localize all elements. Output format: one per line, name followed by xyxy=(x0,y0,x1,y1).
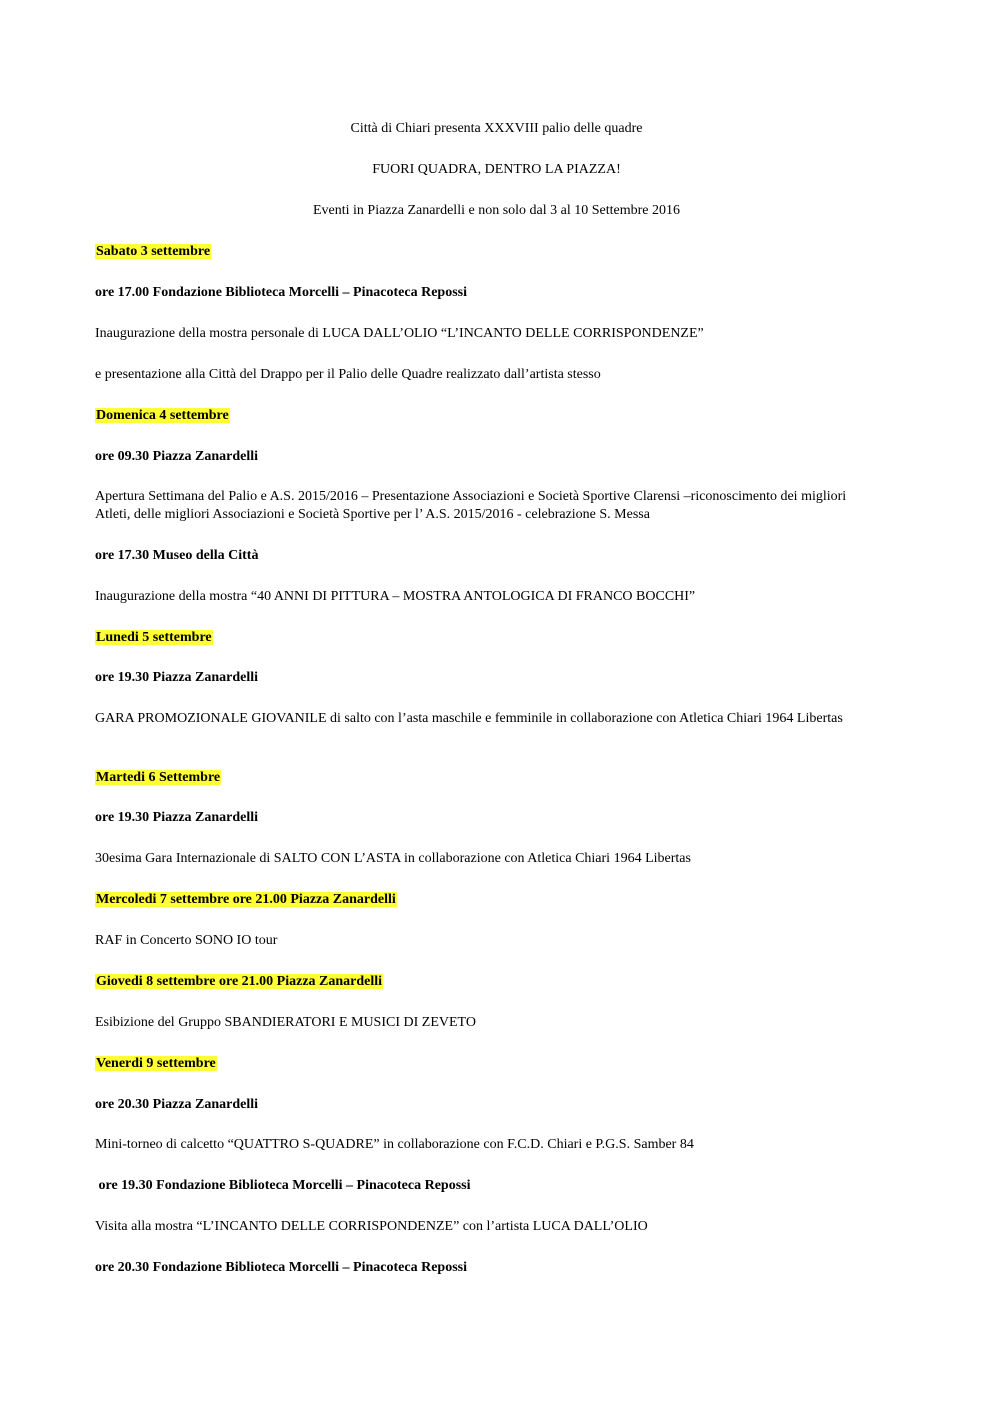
day-heading-sabato xyxy=(95,243,865,261)
event-time-sabato-1: ore 17.00 Fondazione Biblioteca Morcelli – Pinacoteca Repossi xyxy=(95,285,467,300)
day-heading-martedi xyxy=(95,769,865,787)
day-heading-martedi-text: Martedi 6 Settembre xyxy=(96,770,221,785)
document-intro: Eventi in Piazza Zanardelli e non solo dal 3 al 10 Settembre 2016 xyxy=(312,203,680,218)
event-desc-venerdi-2: Visita alla mostra “L’INCANTO DELLE CORRISPONDENZE” con l’artista LUCA DALL’OLIO xyxy=(95,1219,648,1234)
event-time-venerdi-3: ore 20.30 Fondazione Biblioteca Morcelli – Pinacoteca Repossi xyxy=(95,1260,467,1275)
event-desc-martedi-1: 30esima Gara Internazionale di SALTO CON L’ASTA in collaborazione con Atletica Chiari 1964 Libertas xyxy=(95,851,691,866)
day-heading-giovedi xyxy=(95,973,865,991)
day-heading-mercoledi xyxy=(95,891,865,909)
event-time-venerdi-2: ore 19.30 Fondazione Biblioteca Morcelli – Pinacoteca Repossi xyxy=(95,1178,471,1193)
day-heading-venerdi xyxy=(95,1055,865,1073)
event-time-domenica-1: ore 09.30 Piazza Zanardelli xyxy=(95,449,259,464)
event-desc-mercoledi-1: RAF in Concerto SONO IO tour xyxy=(95,933,278,948)
event-desc-giovedi-1: Esibizione del Gruppo SBANDIERATORI E MUSICI DI ZEVETO xyxy=(95,1015,476,1030)
day-heading-lunedi-text: Lunedi 5 settembre xyxy=(96,630,212,645)
day-heading-mercoledi-text: Mercoledi 7 settembre ore 21.00 Piazza Zanardelli xyxy=(96,892,396,907)
event-desc-lunedi-1: GARA PROMOZIONALE GIOVANILE di salto con l’asta maschile e femminile in collaborazione con Atletica Chiari 1964 Libertas xyxy=(95,711,843,726)
event-time-martedi-1: ore 19.30 Piazza Zanardelli xyxy=(95,810,259,825)
day-heading-lunedi xyxy=(95,629,865,647)
event-time-lunedi-1: ore 19.30 Piazza Zanardelli xyxy=(95,670,259,685)
document-subtitle: FUORI QUADRA, DENTRO LA PIAZZA! xyxy=(372,162,621,177)
event-desc-venerdi-1: Mini-torneo di calcetto “QUATTRO S-QUADRE” in collaborazione con F.C.D. Chiari e P.G.S. Samber 84 xyxy=(95,1137,694,1152)
day-heading-venerdi-text: Venerdi 9 settembre xyxy=(96,1056,216,1071)
day-heading-domenica xyxy=(95,407,865,425)
document-title: Città di Chiari presenta XXXVIII palio delle quadre xyxy=(350,121,643,136)
event-desc-sabato-1b: e presentazione alla Città del Drappo per il Palio delle Quadre realizzato dall’artista stesso xyxy=(95,367,601,382)
event-desc-domenica-1: Apertura Settimana del Palio e A.S. 2015/2016 – Presentazione Associazioni e Società Sportive Clarensi –riconoscimento dei migliori Atleti, delle migliori Associazioni e Società Sportive per l’ A.S. 2015/2016 - celebrazione S. Messa xyxy=(95,489,847,522)
event-desc-domenica-2: Inaugurazione della mostra “40 ANNI DI PITTURA – MOSTRA ANTOLOGICA DI FRANCO BOCCHI” xyxy=(95,589,696,604)
day-heading-domenica-text: Domenica 4 settembre xyxy=(96,408,229,423)
event-time-domenica-2: ore 17.30 Museo della Città xyxy=(95,548,259,563)
event-desc-sabato-1a: Inaugurazione della mostra personale di LUCA DALL’OLIO “L’INCANTO DELLE CORRISPONDENZE” xyxy=(95,326,704,341)
event-time-venerdi-1: ore 20.30 Piazza Zanardelli xyxy=(95,1097,259,1112)
day-heading-giovedi-text: Giovedi 8 settembre ore 21.00 Piazza Zanardelli xyxy=(96,974,383,989)
day-heading-sabato-text: Sabato 3 settembre xyxy=(96,244,211,259)
